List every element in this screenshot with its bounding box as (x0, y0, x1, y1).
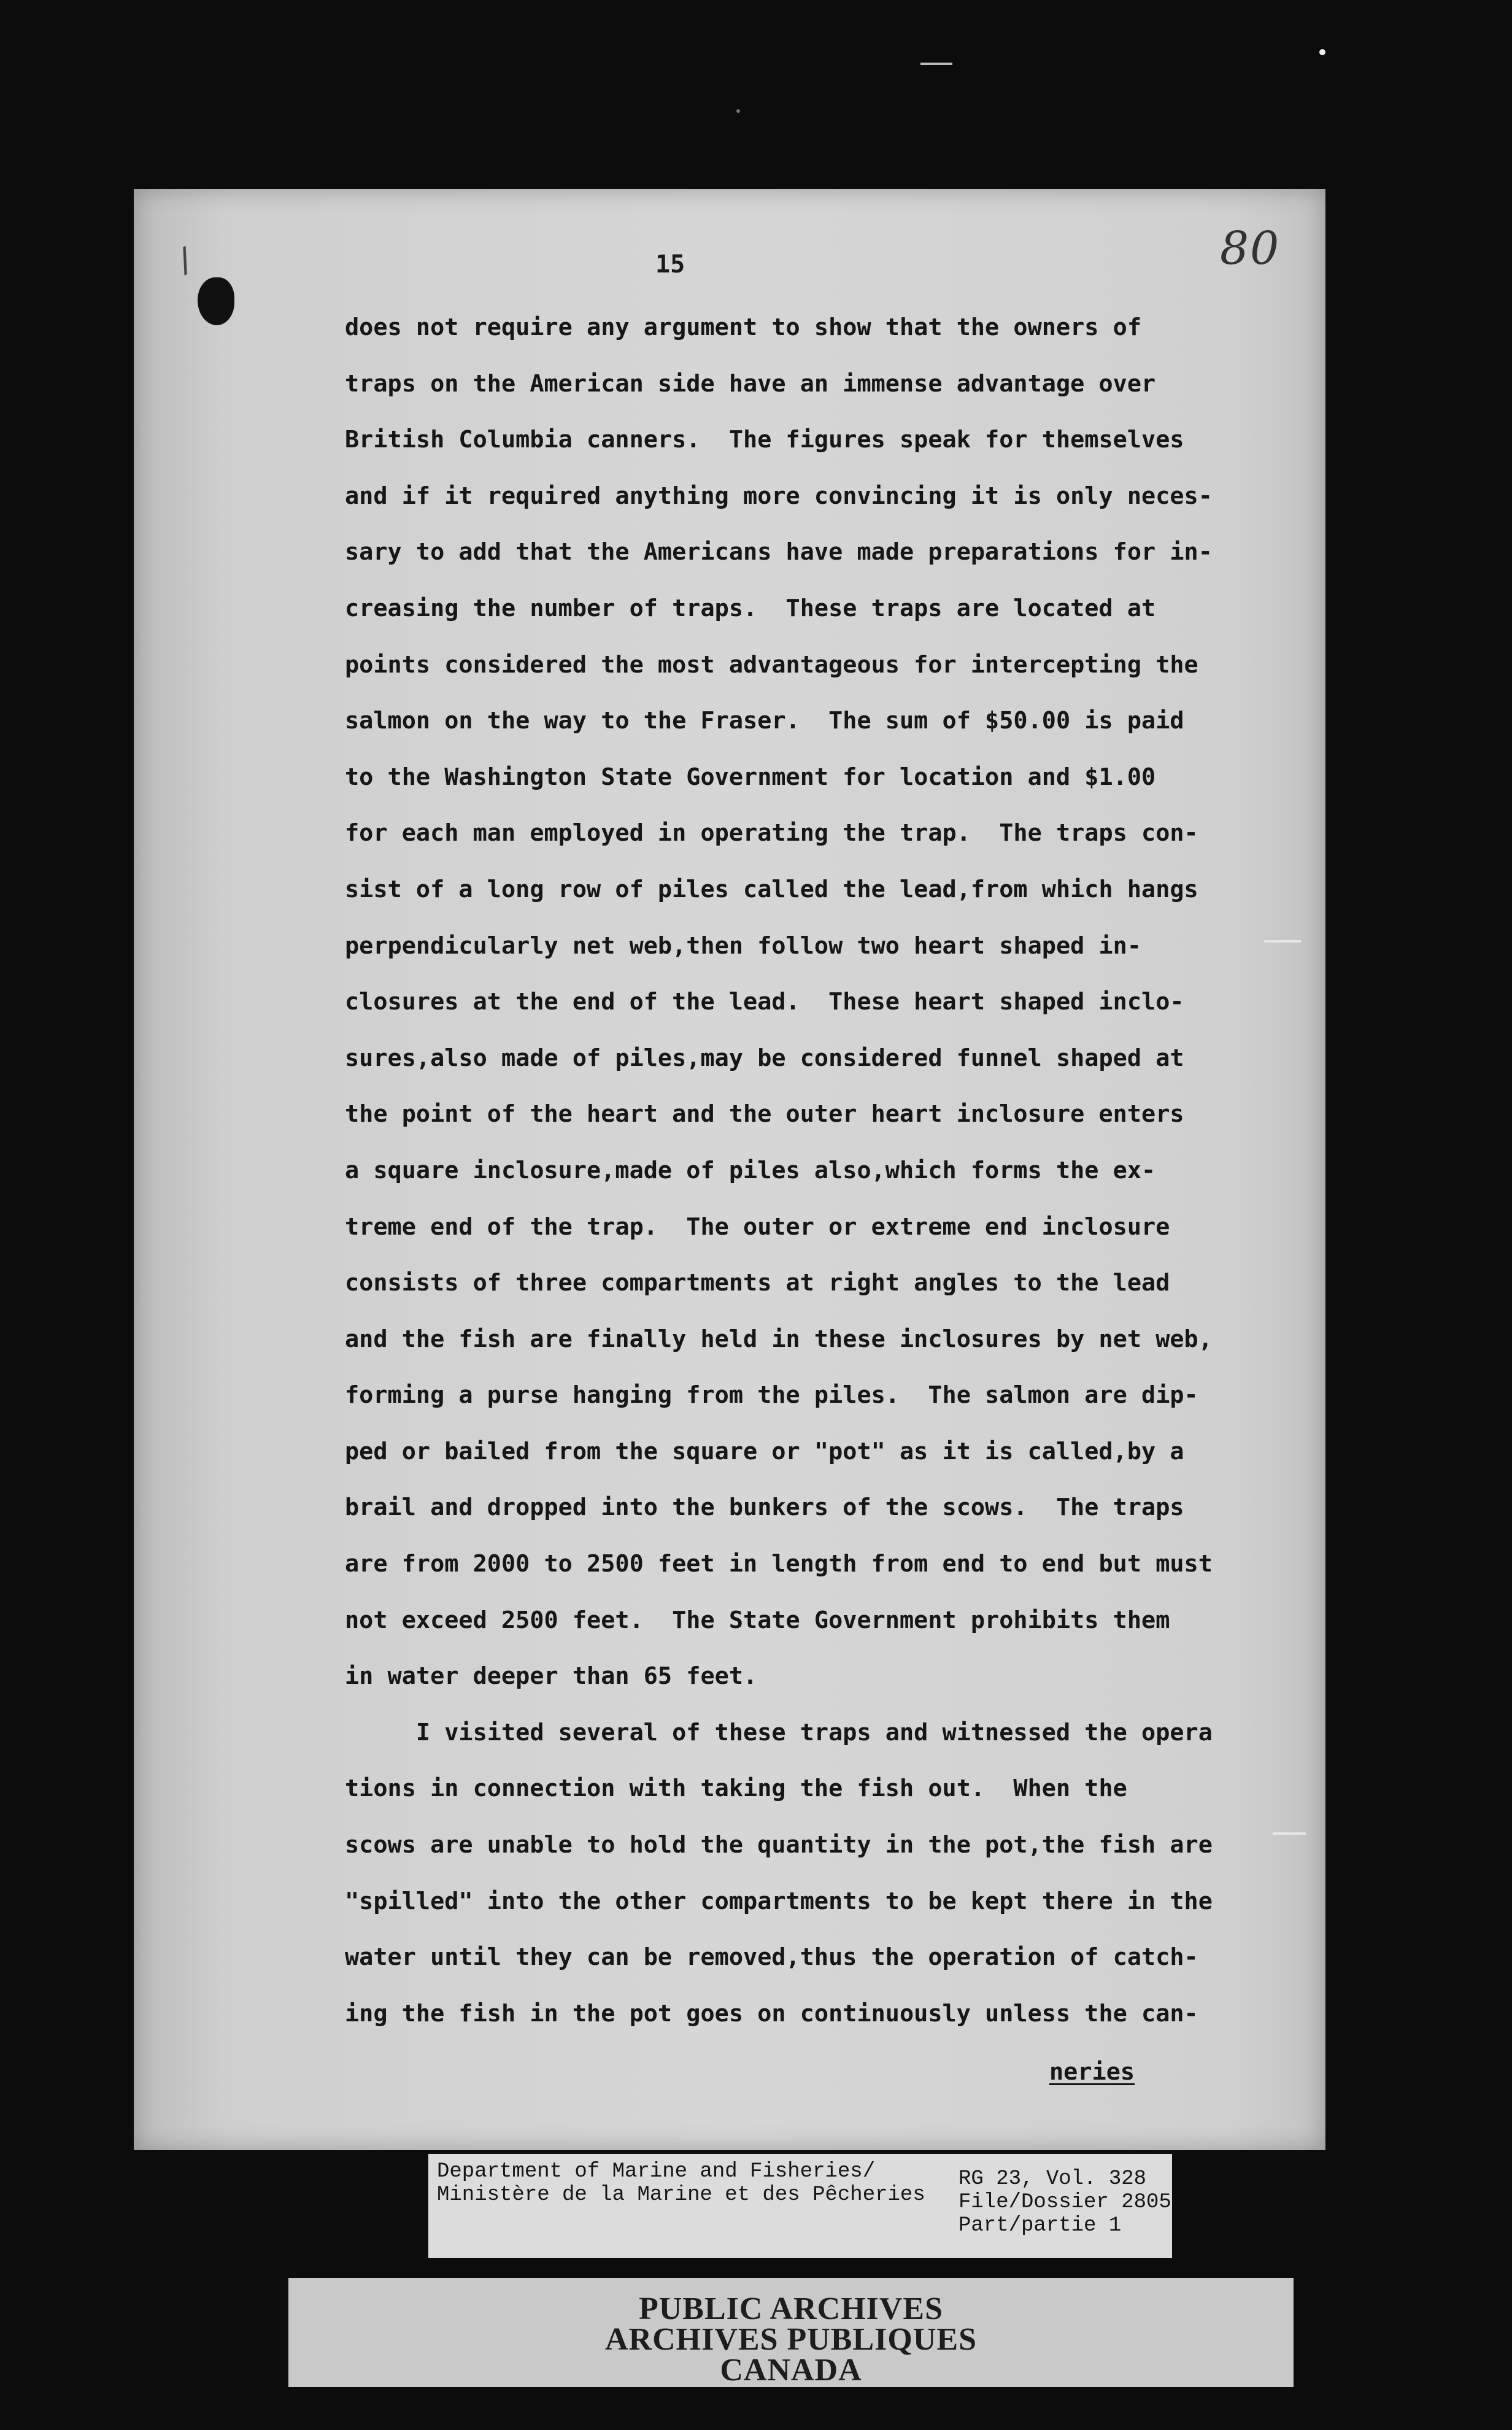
text-line: sist of a long row of piles called the lead,from which hangs (345, 875, 1198, 903)
text-line: and the fish are finally held in these inclosures by net web, (345, 1325, 1213, 1353)
text-line: sary to add that the Americans have made preparations for in- (345, 538, 1213, 566)
text-line: salmon on the way to the Fraser. The sum of $50.00 is paid (345, 707, 1184, 735)
department-name-en: Department of Marine and Fisheries/ (437, 2160, 876, 2183)
film-scratch (1273, 1832, 1306, 1835)
department-name-fr: Ministère de la Marine et des Pêcheries (437, 2183, 925, 2207)
archive-reference-label (428, 2154, 1172, 2258)
record-group: RG 23, Vol. 328 (958, 2167, 1147, 2191)
text-line: does not require any argument to show that the owners of (345, 314, 1142, 341)
text-line: ing the fish in the pot goes on continuously unless the can- (345, 1999, 1198, 2027)
text-line: for each man employed in operating the trap. The traps con- (345, 819, 1198, 847)
text-line: sures,also made of piles,may be considered funnel shaped at (345, 1044, 1184, 1072)
text-line: and if it required anything more convincing it is only neces- (345, 482, 1213, 510)
text-line: British Columbia canners. The figures speak for themselves (345, 426, 1184, 454)
text-line: creasing the number of traps. These traps are located at (345, 594, 1156, 622)
punch-hole (198, 277, 234, 325)
page-number: 15 (655, 250, 685, 279)
text-line: I visited several of these traps and witnessed the opera (345, 1718, 1213, 1746)
dust-speck (736, 109, 740, 113)
text-line: traps on the American side have an immense advantage over (345, 369, 1156, 398)
department-names (437, 2160, 925, 2207)
film-scratch (920, 63, 952, 65)
text-line: tions in connection with taking the fish out. When the (345, 1775, 1127, 1803)
body-text (345, 299, 1265, 2042)
stamp-line-country: CANADA (720, 2353, 862, 2388)
text-line: treme end of the trap. The outer or extreme end inclosure (345, 1213, 1170, 1241)
stamp-line-french: ARCHIVES PUBLIQUES (604, 2322, 978, 2357)
text-line: "spilled" into the other compartments to be kept there in the (345, 1887, 1213, 1915)
file-reference (958, 2167, 1171, 2237)
text-line: to the Washington State Government for location and $1.00 (345, 763, 1156, 791)
text-line: scows are unable to hold the quantity in the pot,the fish are (345, 1831, 1213, 1859)
text-line: a square inclosure,made of piles also,which forms the ex- (345, 1156, 1156, 1184)
text-line: points considered the most advantageous for intercepting the (345, 650, 1198, 679)
text-line: are from 2000 to 2500 feet in length from end to end but must (345, 1550, 1213, 1578)
text-line: perpendicularly net web,then follow two heart shaped in- (345, 932, 1142, 960)
catchword: neries (1049, 2058, 1135, 2086)
text-line: brail and dropped into the bunkers of the scows. The traps (345, 1494, 1184, 1522)
part-number: Part/partie 1 (958, 2214, 1122, 2237)
pencil-tick-mark: / (172, 239, 197, 280)
film-scratch (1264, 940, 1301, 943)
handwritten-folio-number: 80 (1220, 222, 1281, 275)
text-line: closures at the end of the lead. These heart shaped inclo- (345, 988, 1184, 1016)
text-line: ped or bailed from the square or "pot" as it is called,by a (345, 1437, 1184, 1465)
text-line: the point of the heart and the outer heart inclosure enters (345, 1100, 1184, 1128)
file-number: File/Dossier 2805 (958, 2191, 1171, 2214)
text-line: not exceed 2500 feet. The State Government prohibits them (345, 1606, 1170, 1634)
dust-speck (1319, 49, 1325, 55)
text-line: forming a purse hanging from the piles. The salmon are dip- (345, 1381, 1198, 1410)
stamp-line-english: PUBLIC ARCHIVES (638, 2291, 944, 2326)
text-line: in water deeper than 65 feet. (345, 1662, 758, 1691)
text-line: water until they can be removed,thus the operation of catch- (345, 1943, 1198, 1972)
text-line: consists of three compartments at right angles to the lead (345, 1269, 1170, 1297)
public-archives-stamp (288, 2278, 1294, 2387)
